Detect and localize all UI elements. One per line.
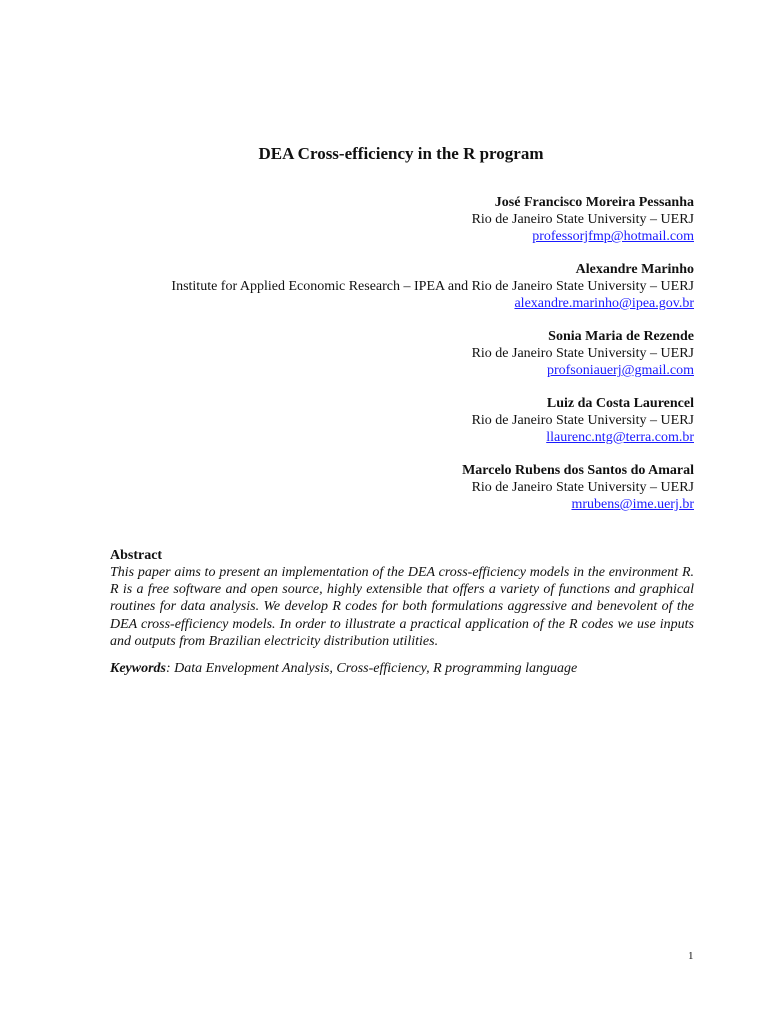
author-block <box>74 395 694 446</box>
author-email-link[interactable]: llaurenc.ntg@terra.com.br <box>546 430 694 445</box>
author-affiliation: Rio de Janeiro State University – UERJ <box>471 346 694 361</box>
keywords-line <box>110 660 694 677</box>
author-block <box>74 328 694 379</box>
author-affiliation: Rio de Janeiro State University – UERJ <box>471 212 694 227</box>
abstract-section <box>110 547 694 677</box>
keywords-text: : Data Envelopment Analysis, Cross-efficiency, R programming language <box>166 661 578 677</box>
author-email-link[interactable]: alexandre.marinho@ipea.gov.br <box>514 296 694 311</box>
abstract-heading: Abstract <box>110 548 163 563</box>
author-name: José Francisco Moreira Pessanha <box>494 195 694 210</box>
author-affiliation: Institute for Applied Economic Research – IPEA and Rio de Janeiro State University – UERJ <box>171 279 694 294</box>
author-name: Luiz da Costa Laurencel <box>546 396 694 411</box>
author-email-link[interactable]: professorjfmp@hotmail.com <box>532 229 694 244</box>
author-block <box>74 194 694 245</box>
abstract-body: This paper aims to present an implementation of the DEA cross-efficiency models in the environment R. R is a free software and open source, highly extensible that offers a variety of functions and graphical routines for data analysis. We develop R codes for both formulations aggressive and benevolent of the DEA cross-efficiency models. In order to illustrate a practical application of the R codes we use inputs and outputs from Brazilian electricity distribution utilities. <box>110 565 694 649</box>
author-email-link[interactable]: mrubens@ime.uerj.br <box>571 497 694 512</box>
author-name: Marcelo Rubens dos Santos do Amaral <box>462 463 694 478</box>
author-block <box>74 462 694 513</box>
author-name: Alexandre Marinho <box>575 262 694 277</box>
page-number: 1 <box>688 950 694 962</box>
author-email-link[interactable]: profsoniauerj@gmail.com <box>546 363 694 378</box>
author-list <box>74 194 694 529</box>
author-name: Sonia Maria de Rezende <box>548 329 694 344</box>
author-affiliation: Rio de Janeiro State University – UERJ <box>471 413 694 428</box>
paper-title: DEA Cross-efficiency in the R program <box>258 144 544 163</box>
author-affiliation: Rio de Janeiro State University – UERJ <box>471 480 694 495</box>
keywords-label: Keywords <box>110 661 166 677</box>
author-block <box>74 261 694 312</box>
